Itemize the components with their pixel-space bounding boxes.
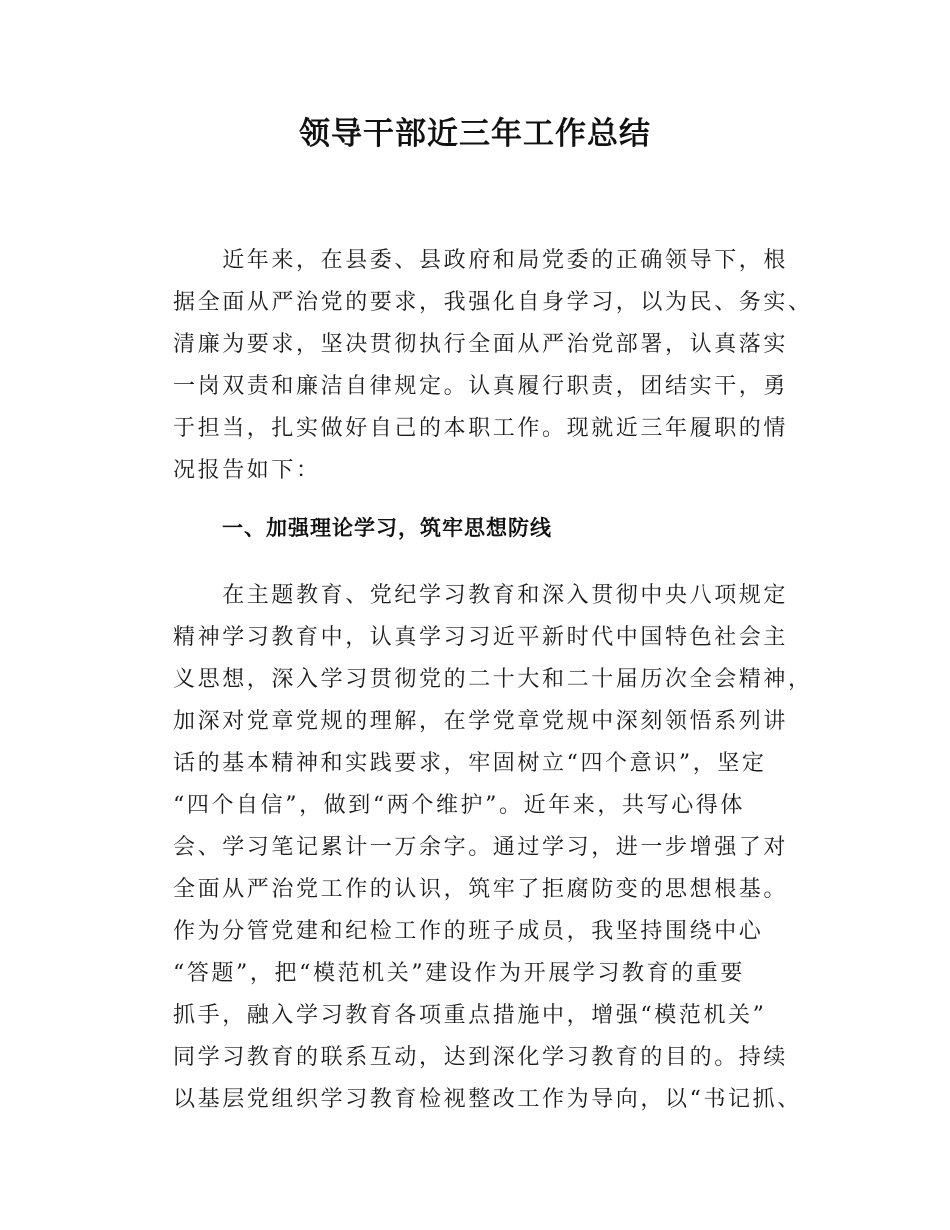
paragraph-line: “四个自信”，做到“两个维护”。近年来，共写心得体 (173, 793, 745, 818)
paragraph-line: 况报告如下： (173, 458, 321, 483)
paragraph-line: 话的基本精神和实践要求，牢固树立“四个意识”，坚定 (173, 751, 767, 776)
intro-paragraph (173, 240, 813, 492)
section1-paragraph (173, 575, 813, 1121)
paragraph-line: 据全面从严治党的要求，我强化自身学习，以为民、务实、 (173, 290, 813, 315)
paragraph-line: 在主题教育、党纪学习教育和深入贯彻中央八项规定 (173, 583, 789, 608)
paragraph-line: 精神学习教育中，认真学习习近平新时代中国特色社会主 (173, 625, 789, 650)
paragraph-line: 以基层党组织学习教育检视整改工作为导向，以“书记抓、 (173, 1087, 802, 1112)
paragraph-line: 清廉为要求，坚决贯彻执行全面从严治党部署，认真落实 (173, 332, 789, 357)
paragraph-line: 义思想，深入学习贯彻党的二十大和二十届历次全会精神， (173, 667, 813, 692)
paragraph-line: 作为分管党建和纪检工作的班子成员，我坚持围绕中心 (173, 919, 764, 944)
paragraph-line: “答题”，把“模范机关”建设作为开展学习教育的重要 (173, 961, 745, 986)
paragraph-line: 加深对党章党规的理解，在学党章党规中深刻领悟系列讲 (173, 709, 789, 734)
paragraph-line: 同学习教育的联系互动，达到深化学习教育的目的。持续 (173, 1045, 789, 1070)
paragraph-line: 一岗双责和廉洁自律规定。认真履行职责，团结实干，勇 (173, 374, 789, 399)
paragraph-line: 会、学习笔记累计一万余字。通过学习，进一步增强了对 (173, 835, 789, 860)
paragraph-line: 于担当，扎实做好自己的本职工作。现就近三年履职的情 (173, 416, 789, 441)
paragraph-line: 近年来，在县委、县政府和局党委的正确领导下，根 (173, 248, 789, 273)
section-heading: 一、加强理论学习，筑牢思想防线 (222, 516, 552, 540)
document-title: 领导干部近三年工作总结 (299, 116, 651, 152)
paragraph-line: 全面从严治党工作的认识，筑牢了拒腐防变的思想根基。 (173, 877, 789, 902)
paragraph-line: 抓手，融入学习教育各项重点措施中，增强“模范机关” (173, 1003, 767, 1028)
